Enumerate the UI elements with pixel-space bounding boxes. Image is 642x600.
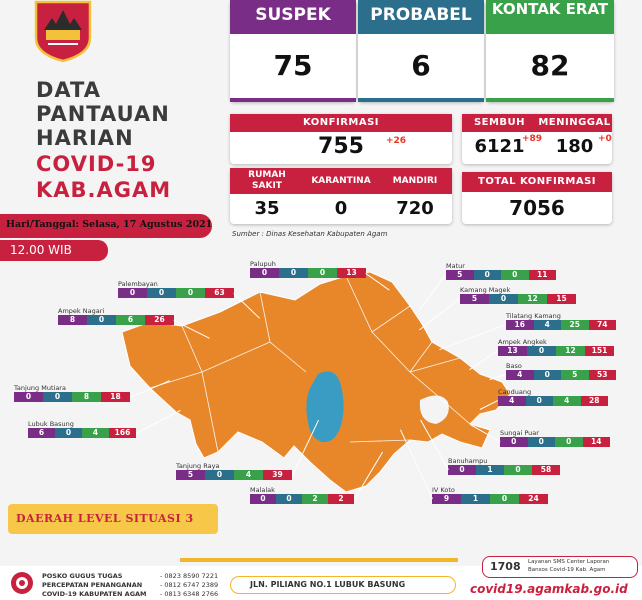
- data-source: Sumber : Dinas Kesehatan Kabupaten Agam: [232, 230, 388, 238]
- region-stats-bar: [14, 392, 130, 402]
- sembuh-label: SEMBUH: [473, 117, 526, 128]
- region-stat-value: 0: [534, 370, 562, 380]
- total-konfirmasi-card: [462, 172, 612, 224]
- region-stat-value: 1: [461, 494, 490, 504]
- suspek-value: 75: [273, 49, 313, 82]
- region-stat-value: 0: [527, 346, 556, 356]
- region-name: Banuhampu: [448, 457, 488, 465]
- sms-text-1: Layanan SMS Center Laporan: [528, 559, 610, 565]
- region-stat-value: 18: [101, 392, 130, 402]
- probabel-card: [358, 0, 484, 102]
- karantina-cell: [304, 168, 378, 224]
- region-stat-value: 0: [250, 268, 279, 278]
- region-stat-value: 4: [498, 396, 526, 406]
- region-stat-value: 1: [476, 465, 504, 475]
- region-stat-value: 0: [489, 294, 518, 304]
- region-stat-value: 28: [581, 396, 609, 406]
- konfirmasi-value: 755: [318, 134, 364, 159]
- region-stat-value: 8: [58, 315, 87, 325]
- region-stat-value: 5: [176, 470, 205, 480]
- region-stat-value: 0: [528, 437, 556, 447]
- region-stat-value: 4: [534, 320, 562, 330]
- meninggal-value: 180: [555, 136, 594, 157]
- region-name: Tanjung Mutiara: [14, 384, 66, 392]
- level-text: DAERAH LEVEL SITUASI 3: [16, 512, 194, 525]
- kontak-erat-value: 82: [530, 49, 570, 82]
- region-stat-value: 0: [500, 437, 528, 447]
- region-stat-value: 9: [432, 494, 461, 504]
- region-stats-bar: [28, 428, 136, 438]
- region-stat-value: 74: [589, 320, 617, 330]
- posko-line3: COVID-19 KABUPATEN AGAM: [42, 590, 147, 598]
- suspek-card: [230, 0, 356, 102]
- title-data: DATA: [36, 78, 102, 102]
- region-name: Tilatang Kamang: [506, 312, 561, 320]
- region-stats-bar: [58, 315, 174, 325]
- region-stat-value: 0: [448, 465, 476, 475]
- region-stat-value: 0: [87, 315, 116, 325]
- sms-text-2: Bansos Covid-19 Kab. Agam: [528, 567, 606, 573]
- mandiri-value: 720: [396, 198, 434, 219]
- phone-3: - 0813 6348 2766: [160, 590, 219, 598]
- phone-2: - 0812 6747 2389: [160, 581, 219, 589]
- region-name: Kamang Magek: [460, 286, 511, 294]
- region-stat-value: 2: [328, 494, 354, 504]
- konfirmasi-card: [230, 114, 452, 164]
- region-stats-bar: [506, 370, 616, 380]
- kontak-erat-underline: [486, 98, 614, 102]
- sembuh-value: 6121: [474, 136, 525, 157]
- total-konfirmasi-label: TOTAL KONFIRMASI: [462, 172, 612, 192]
- karantina-value: 0: [334, 198, 348, 219]
- region-name: Matur: [446, 262, 465, 270]
- konfirmasi-label: KONFIRMASI: [230, 114, 452, 132]
- footer-accent-line: [180, 558, 458, 562]
- region-stat-value: 12: [556, 346, 585, 356]
- probabel-label: PROBABEL: [358, 0, 484, 34]
- region-stat-value: 0: [490, 494, 519, 504]
- region-stats-bar: [446, 270, 556, 280]
- region-stat-value: 25: [561, 320, 589, 330]
- region-name: Canduang: [498, 388, 532, 396]
- title-kab-agam: KAB.AGAM: [36, 178, 172, 202]
- region-stat-value: 12: [518, 294, 547, 304]
- sms-code: 1708: [490, 560, 521, 573]
- meninggal-delta: +0: [598, 134, 612, 144]
- region-name: Tanjung Raya: [176, 462, 220, 470]
- region-stats-bar: [176, 470, 292, 480]
- region-stats-bar: [250, 494, 354, 504]
- total-konfirmasi-value: 7056: [509, 196, 565, 220]
- time-text: 12.00 WIB: [10, 243, 72, 257]
- probabel-underline: [358, 98, 484, 102]
- region-stat-value: 0: [279, 268, 308, 278]
- region-name: Ampek Nagari: [58, 307, 105, 315]
- konfirmasi-delta: +26: [386, 136, 407, 146]
- probabel-value: 6: [411, 49, 431, 82]
- region-stat-value: 39: [263, 470, 292, 480]
- region-stats-bar: [500, 437, 610, 447]
- rumah-sakit-label: RUMAH SAKIT: [230, 168, 304, 194]
- region-stats-bar: [448, 465, 560, 475]
- kontak-erat-card: [486, 0, 614, 102]
- date-text: Hari/Tanggal: Selasa, 17 Agustus 2021: [6, 219, 213, 230]
- region-stat-value: 0: [276, 494, 302, 504]
- title-harian: HARIAN: [36, 126, 134, 150]
- region-name: Malalak: [250, 486, 275, 494]
- region-stat-value: 0: [501, 270, 529, 280]
- phone-1: - 0823 8590 7221: [160, 572, 219, 580]
- region-stat-value: 6: [28, 428, 55, 438]
- title-covid: COVID-19: [36, 152, 157, 176]
- region-stat-value: 4: [553, 396, 581, 406]
- region-stat-value: 166: [109, 428, 136, 438]
- region-stat-value: 63: [205, 288, 234, 298]
- region-stat-value: 151: [585, 346, 614, 356]
- region-stat-value: 0: [474, 270, 502, 280]
- region-name: Palembayan: [118, 280, 158, 288]
- kab-agam-logo: [32, 0, 94, 62]
- posko-line1: POSKO GUGUS TUGAS: [42, 572, 123, 580]
- region-stat-value: 0: [205, 470, 234, 480]
- region-stat-value: 0: [14, 392, 43, 402]
- suspek-underline: [230, 98, 356, 102]
- region-stats-bar: [118, 288, 234, 298]
- region-stat-value: 26: [145, 315, 174, 325]
- region-stat-value: 4: [506, 370, 534, 380]
- region-stat-value: 53: [589, 370, 617, 380]
- region-stat-value: 6: [116, 315, 145, 325]
- region-stats-bar: [250, 268, 366, 278]
- region-stat-value: 0: [43, 392, 72, 402]
- region-name: Lubuk Basung: [28, 420, 74, 428]
- region-stat-value: 0: [176, 288, 205, 298]
- region-stats-bar: [432, 494, 548, 504]
- region-stats-bar: [506, 320, 616, 330]
- region-stat-value: 0: [147, 288, 176, 298]
- posko-logo-icon: [10, 571, 34, 595]
- region-stat-value: 0: [555, 437, 583, 447]
- region-stat-value: 15: [547, 294, 576, 304]
- mandiri-label: MANDIRI: [378, 168, 452, 194]
- perawatan-card: [230, 168, 452, 224]
- region-name: Palupuh: [250, 260, 276, 268]
- region-stat-value: 5: [460, 294, 489, 304]
- region-stat-value: 11: [529, 270, 557, 280]
- kontak-erat-label: KONTAK ERAT: [486, 0, 614, 34]
- region-name: Baso: [506, 362, 522, 370]
- region-stat-value: 0: [526, 396, 554, 406]
- suspek-label: SUSPEK: [230, 0, 356, 34]
- region-name: Sungai Puar: [500, 429, 539, 437]
- address: JLN. PILIANG NO.1 LUBUK BASUNG: [250, 580, 406, 589]
- region-stat-value: 0: [118, 288, 147, 298]
- title-pantauan: PANTAUAN: [36, 102, 170, 126]
- region-stats-bar: [498, 396, 608, 406]
- meninggal-label: MENINGGAL: [538, 117, 611, 128]
- karantina-label: KARANTINA: [304, 168, 378, 194]
- region-stat-value: 14: [583, 437, 611, 447]
- rumah-sakit-value: 35: [254, 198, 280, 219]
- region-stat-value: 0: [55, 428, 82, 438]
- rumah-sakit-cell: [230, 168, 304, 224]
- region-stats-bar: [460, 294, 576, 304]
- region-stat-value: 4: [234, 470, 263, 480]
- region-stat-value: 0: [504, 465, 532, 475]
- sembuh-delta: +89: [522, 134, 543, 144]
- region-stat-value: 0: [308, 268, 337, 278]
- region-stat-value: 4: [82, 428, 109, 438]
- region-stat-value: 58: [532, 465, 560, 475]
- region-stat-value: 0: [250, 494, 276, 504]
- website-link[interactable]: covid19.agamkab.go.id: [470, 582, 628, 596]
- mandiri-cell: [378, 168, 452, 224]
- region-stat-value: 24: [519, 494, 548, 504]
- region-stat-value: 8: [72, 392, 101, 402]
- region-name: Ampek Angkek: [498, 338, 547, 346]
- region-stat-value: 13: [337, 268, 366, 278]
- region-stat-value: 5: [446, 270, 474, 280]
- region-stat-value: 16: [506, 320, 534, 330]
- region-stats-bar: [498, 346, 614, 356]
- posko-line2: PERCEPATAN PENANGANAN: [42, 581, 143, 589]
- region-stat-value: 5: [561, 370, 589, 380]
- region-name: IV Koto: [432, 486, 455, 494]
- region-stat-value: 13: [498, 346, 527, 356]
- region-stat-value: 2: [302, 494, 328, 504]
